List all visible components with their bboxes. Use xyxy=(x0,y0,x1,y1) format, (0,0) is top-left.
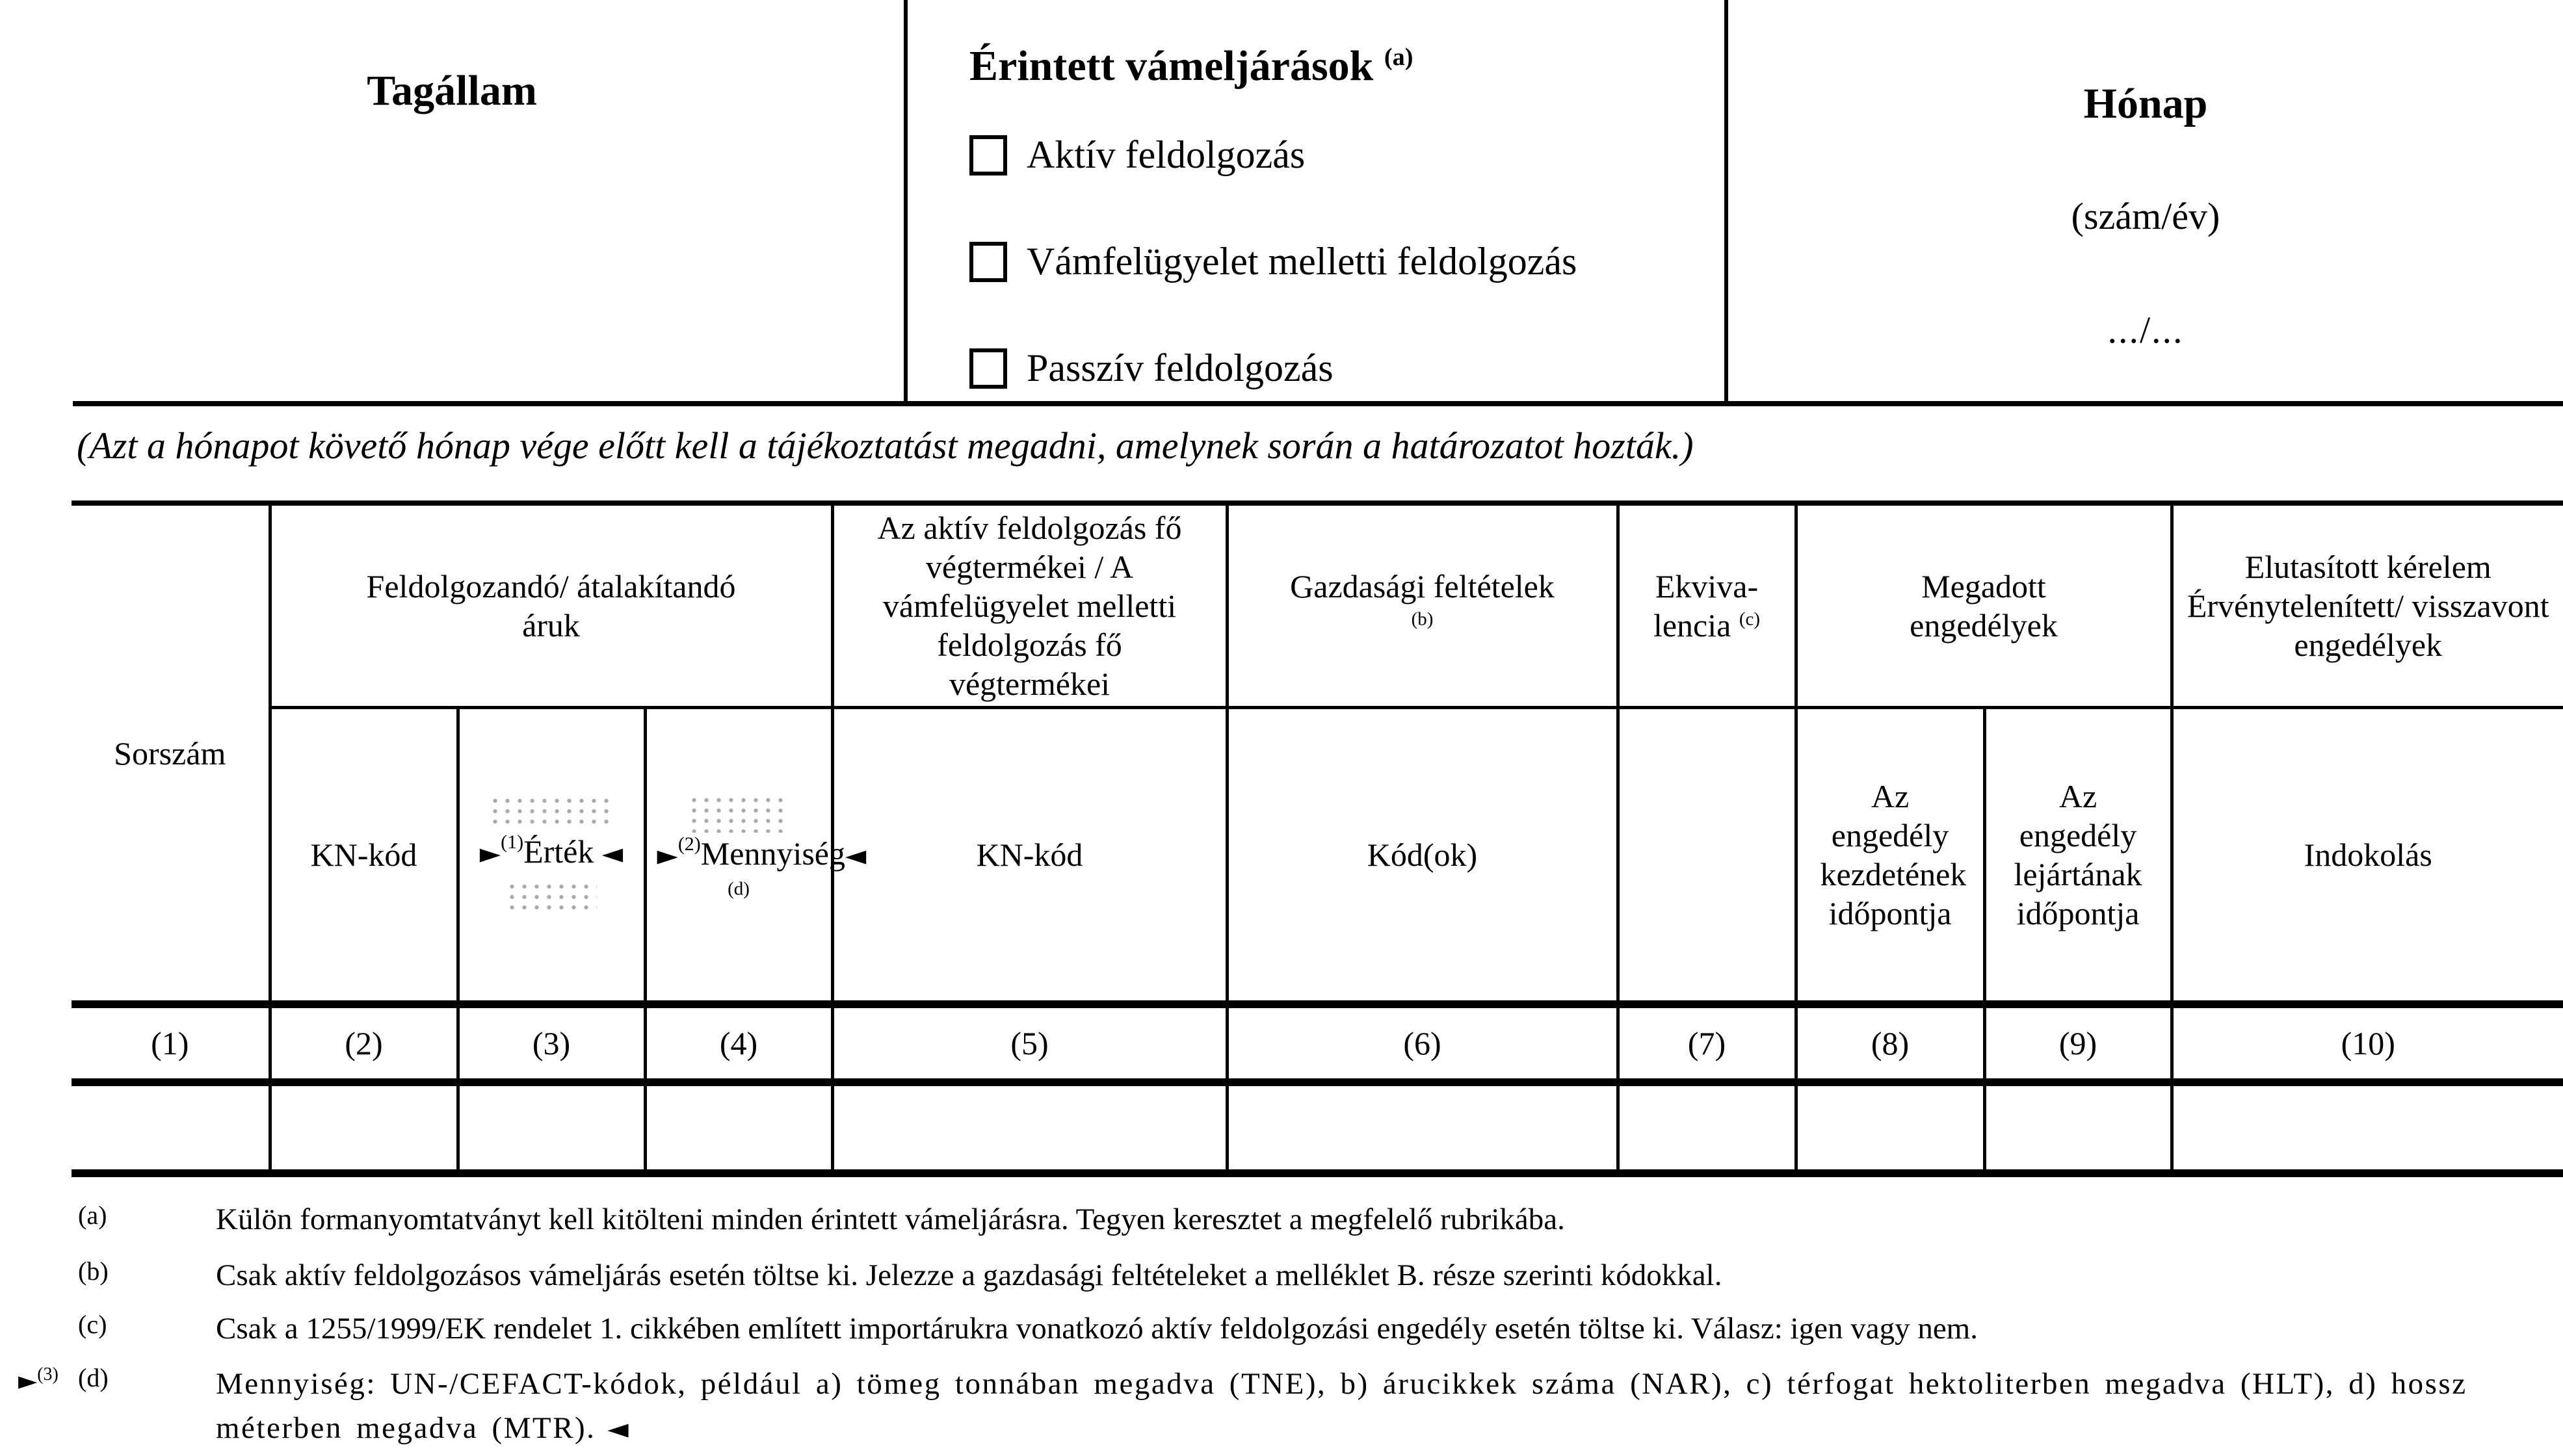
report-table xyxy=(72,500,2563,1177)
economic-title: Gazdasági feltételek xyxy=(1290,568,1555,604)
sub-header-mennyiseg xyxy=(645,708,867,1005)
amendment-open-icon: ► xyxy=(657,839,678,871)
auth-end-text: Az engedély lejártának időpontja xyxy=(2014,778,2142,931)
group-header-equivalence xyxy=(1618,503,1796,708)
empty-cell xyxy=(1796,1082,1984,1173)
empty-cell xyxy=(72,1082,270,1173)
checkbox-vamfelugyelet-feldolgozas[interactable] xyxy=(969,242,1007,282)
ertek-label: Érték xyxy=(523,833,594,870)
procedures-cell xyxy=(904,0,1728,401)
month-format: (szám/év) xyxy=(2071,195,2220,238)
rejected-text: Elutasított kérelem Érvénytelenített/ visszavont engedélyek xyxy=(2187,549,2549,663)
column-number: (5) xyxy=(832,1004,1227,1082)
dotted-texture xyxy=(489,796,614,826)
empty-cell xyxy=(1227,1082,1618,1173)
amendment-close-icon: ◄ xyxy=(607,1412,631,1445)
group-header-rejected xyxy=(2172,503,2563,708)
procedures-title xyxy=(969,40,1724,92)
amendment-ref-3: (3) xyxy=(37,1364,59,1385)
column-number: (1) xyxy=(72,1004,270,1082)
group-header-authorisations xyxy=(1796,503,2172,708)
sub-header-kodok: Kód(ok) xyxy=(1227,708,1618,1005)
footnote-ref-c: (c) xyxy=(1739,608,1761,630)
sub-header-ertek xyxy=(458,708,645,1005)
column-number: (6) xyxy=(1227,1004,1618,1082)
empty-cell xyxy=(2172,1082,2563,1173)
deadline-note: (Azt a hónapot követő hónap vége előtt kell a tájékoztatást megadni, amelynek során a határozatot hozták.) xyxy=(77,424,1694,467)
checkbox-passziv-feldolgozas[interactable] xyxy=(969,348,1007,389)
footnotes xyxy=(18,1199,2543,1450)
checkbox-row-vamfelugyelet xyxy=(969,239,1724,284)
sub-header-indokolas: Indokolás xyxy=(2172,708,2563,1005)
group-header-economic xyxy=(1227,503,1618,708)
footnote-a xyxy=(18,1199,2543,1240)
dotted-texture xyxy=(506,881,597,914)
footnote-d-text xyxy=(216,1362,2543,1450)
footnote-d-label: (d) xyxy=(78,1363,109,1393)
month-cell xyxy=(1728,0,2563,401)
procedures-title-text: Érintett vámeljárások xyxy=(969,42,1374,90)
group-header-goods-text: Feldolgozandó/ átalakítandó áruk xyxy=(366,568,736,644)
checkbox-label: Vámfelügyelet melletti feldolgozás xyxy=(1027,240,1577,283)
equivalence-line1: Ekviva- xyxy=(1655,568,1759,604)
empty-cell xyxy=(832,1082,1227,1173)
equivalence-line2: lencia xyxy=(1653,607,1731,644)
amendment-open-icon: ► xyxy=(18,1366,38,1396)
empty-cell xyxy=(270,1082,458,1173)
sub-header-auth-end xyxy=(1984,708,2172,1005)
amendment-ref-1: (1) xyxy=(501,831,524,853)
dotted-texture xyxy=(688,795,789,833)
footnote-c xyxy=(18,1308,2543,1349)
group-header-goods xyxy=(270,503,832,708)
column-number: (7) xyxy=(1618,1004,1796,1082)
header-bottom-rule xyxy=(73,401,2563,406)
month-value-placeholder: .../... xyxy=(2107,309,2184,352)
authorisations-text: Megadott engedélyek xyxy=(1910,568,2058,644)
column-number: (2) xyxy=(270,1004,458,1082)
empty-cell xyxy=(1618,1082,1796,1173)
footnote-d xyxy=(18,1362,2543,1450)
amendment-close-icon: ◄ xyxy=(601,837,624,869)
checkbox-label: Aktív feldolgozás xyxy=(1027,133,1306,177)
checkbox-row-passziv xyxy=(969,346,1724,391)
mennyiseg-label: Mennyiség xyxy=(700,835,845,872)
amendment-open-icon: ► xyxy=(479,837,501,869)
empty-cell xyxy=(645,1082,832,1173)
footnote-b-text: Csak aktív feldolgozásos vámeljárás esetén töltse ki. Jelezze a gazdasági feltételeket a melléklet B. része szerinti kódokkal. xyxy=(216,1258,1722,1293)
group-header-products-text: Az aktív feldolgozás fő végtermékei / A vámfelügyelet melletti feldolgozás fő végtermékei xyxy=(877,510,1182,702)
sub-header-auth-start xyxy=(1796,708,1984,1005)
equivalence-subcell-empty xyxy=(1618,708,1796,1005)
footnote-ref-a: (a) xyxy=(1384,44,1413,71)
footnote-b-label: (b) xyxy=(78,1256,109,1286)
empty-cell xyxy=(1984,1082,2172,1173)
empty-cell xyxy=(458,1082,645,1173)
form-header xyxy=(0,0,2563,401)
column-number: (3) xyxy=(458,1004,645,1082)
footnote-a-label: (a) xyxy=(78,1201,107,1230)
member-state-cell xyxy=(0,0,904,401)
footnote-ref-b: (b) xyxy=(1411,608,1434,630)
checkbox-row-aktiv xyxy=(969,133,1724,177)
month-title: Hónap xyxy=(2083,80,2208,127)
column-number-row xyxy=(72,1004,2563,1082)
footnote-ref-d: (d) xyxy=(728,878,750,900)
column-number: (4) xyxy=(645,1004,832,1082)
amendment-close-icon: ◄ xyxy=(845,839,867,871)
column-number: (8) xyxy=(1796,1004,1984,1082)
empty-entry-row xyxy=(72,1082,2563,1173)
auth-start-text: Az engedély kezdetének időpontja xyxy=(1820,778,1967,931)
col-header-sorszam: Sorszám xyxy=(72,503,270,1004)
footnote-d-marker xyxy=(18,1362,78,1397)
checkbox-aktiv-feldolgozas[interactable] xyxy=(969,135,1007,176)
column-number: (10) xyxy=(2172,1004,2563,1082)
sub-header-kn-kod-products: KN-kód xyxy=(832,708,1227,1005)
footnote-a-text: Külön formanyomtatványt kell kitölteni minden érintett vámeljárásra. Tegyen keresztet a megfelelő rubrikába. xyxy=(216,1202,1565,1236)
footnote-c-label: (c) xyxy=(78,1310,107,1340)
amendment-ref-2: (2) xyxy=(677,833,701,855)
footnote-c-text: Csak a 1255/1999/EK rendelet 1. cikkében említett importárukra vonatkozó aktív feldolgozási engedély esetén töltse ki. Válasz: igen vagy nem. xyxy=(216,1312,1978,1346)
group-header-products xyxy=(832,503,1227,708)
column-number: (9) xyxy=(1984,1004,2172,1082)
member-state-label: Tagállam xyxy=(367,67,537,114)
footnote-b xyxy=(18,1255,2543,1295)
sub-header-kn-kod-goods: KN-kód xyxy=(270,708,458,1005)
checkbox-label: Passzív feldolgozás xyxy=(1027,346,1334,390)
footnote-d-body: Mennyiség: UN-/CEFACT-kódok, például a) tömeg tonnában megadva (TNE), b) árucikkek száma (NAR), c) térfogat hektoliterben megadva (HLT), d) hossz méterben megadva (MTR). xyxy=(216,1367,2467,1446)
